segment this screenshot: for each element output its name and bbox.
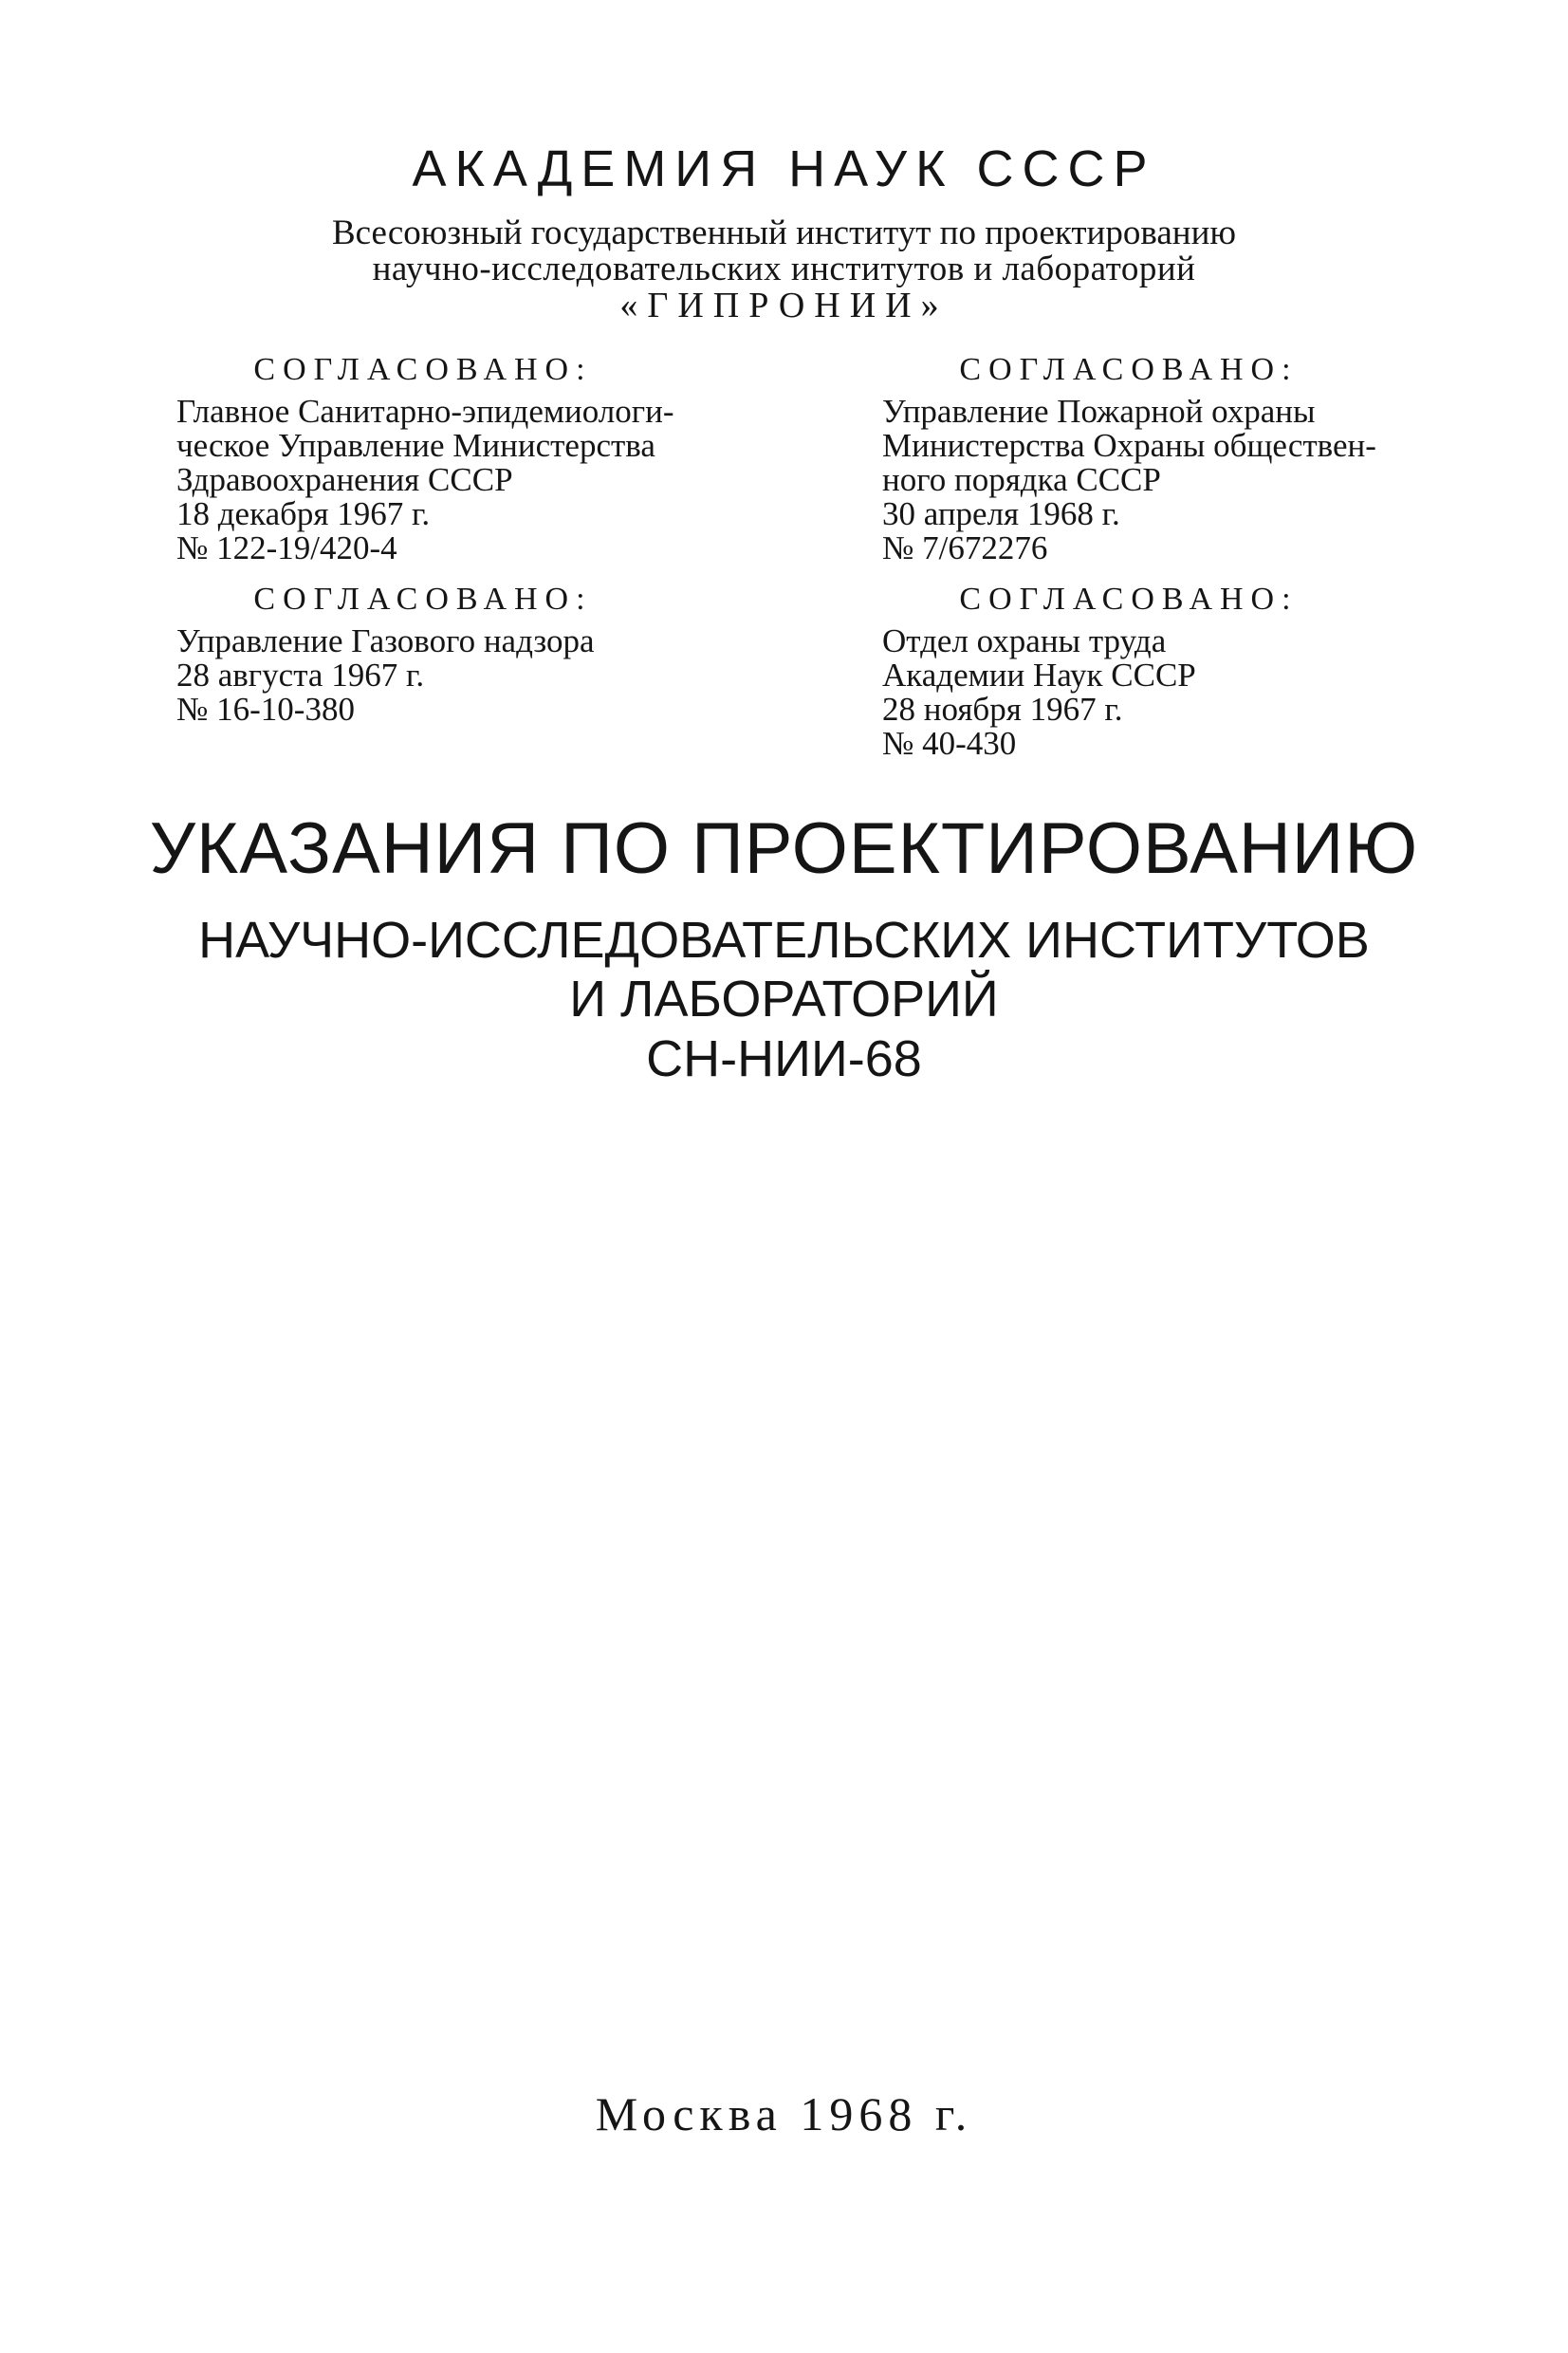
approval-label: СОГЛАСОВАНО:	[253, 582, 593, 617]
approval-number: № 122-19/420-4	[176, 529, 397, 566]
approval-label: СОГЛАСОВАНО:	[959, 582, 1299, 617]
document-title: УКАЗАНИЯ ПО ПРОЕКТИРОВАНИЮ	[149, 808, 1419, 889]
approval-line: Здравоохранения СССР	[176, 461, 513, 498]
approval-line: Управление Газового надзора	[176, 622, 595, 659]
document-subtitle-line-1: НАУЧНО-ИССЛЕДОВАТЕЛЬСКИХ ИНСТИТУТОВ	[198, 912, 1370, 969]
institute-name-line-1: Всесоюзный государственный институт по проектированию	[331, 213, 1237, 252]
approval-line: Министерства Охраны обществен-	[882, 427, 1376, 464]
institute-short-name: «ГИПРОНИИ»	[619, 286, 949, 325]
approval-line: Академии Наук СССР	[882, 657, 1196, 694]
imprint-place-year: Москва 1968 г.	[595, 2087, 973, 2140]
approval-number: № 7/672276	[882, 529, 1048, 566]
approval-label: СОГЛАСОВАНО:	[253, 352, 593, 387]
approval-block-sanitary	[176, 351, 708, 565]
document-code: СН-НИИ-68	[646, 1030, 922, 1087]
approval-line: Управление Пожарной охраны	[882, 393, 1316, 430]
approval-block-fire	[882, 351, 1413, 565]
approval-block-labor	[882, 581, 1413, 761]
approval-line: ного порядка СССР	[882, 461, 1161, 498]
institute-name-line-2: научно-исследовательских институтов и лабораторий	[372, 250, 1196, 288]
approval-date: 18 декабря 1967 г.	[176, 495, 431, 532]
approval-number: № 16-10-380	[176, 691, 355, 728]
approval-line: ческое Управление Министерства	[176, 427, 655, 464]
approval-line: Главное Санитарно-эпидемиологи-	[176, 393, 674, 430]
document-subtitle-line-2: И ЛАБОРАТОРИЙ	[569, 971, 999, 1028]
academy-name: АКАДЕМИЯ НАУК СССР	[412, 140, 1156, 197]
approval-date: 30 апреля 1968 г.	[882, 495, 1120, 532]
approval-label: СОГЛАСОВАНО:	[959, 352, 1299, 387]
approval-number: № 40-430	[882, 725, 1017, 762]
approval-block-gas	[176, 581, 708, 727]
approval-date: 28 ноября 1967 г.	[882, 691, 1123, 728]
approval-date: 28 августа 1967 г.	[176, 657, 425, 694]
approval-line: Отдел охраны труда	[882, 622, 1167, 659]
